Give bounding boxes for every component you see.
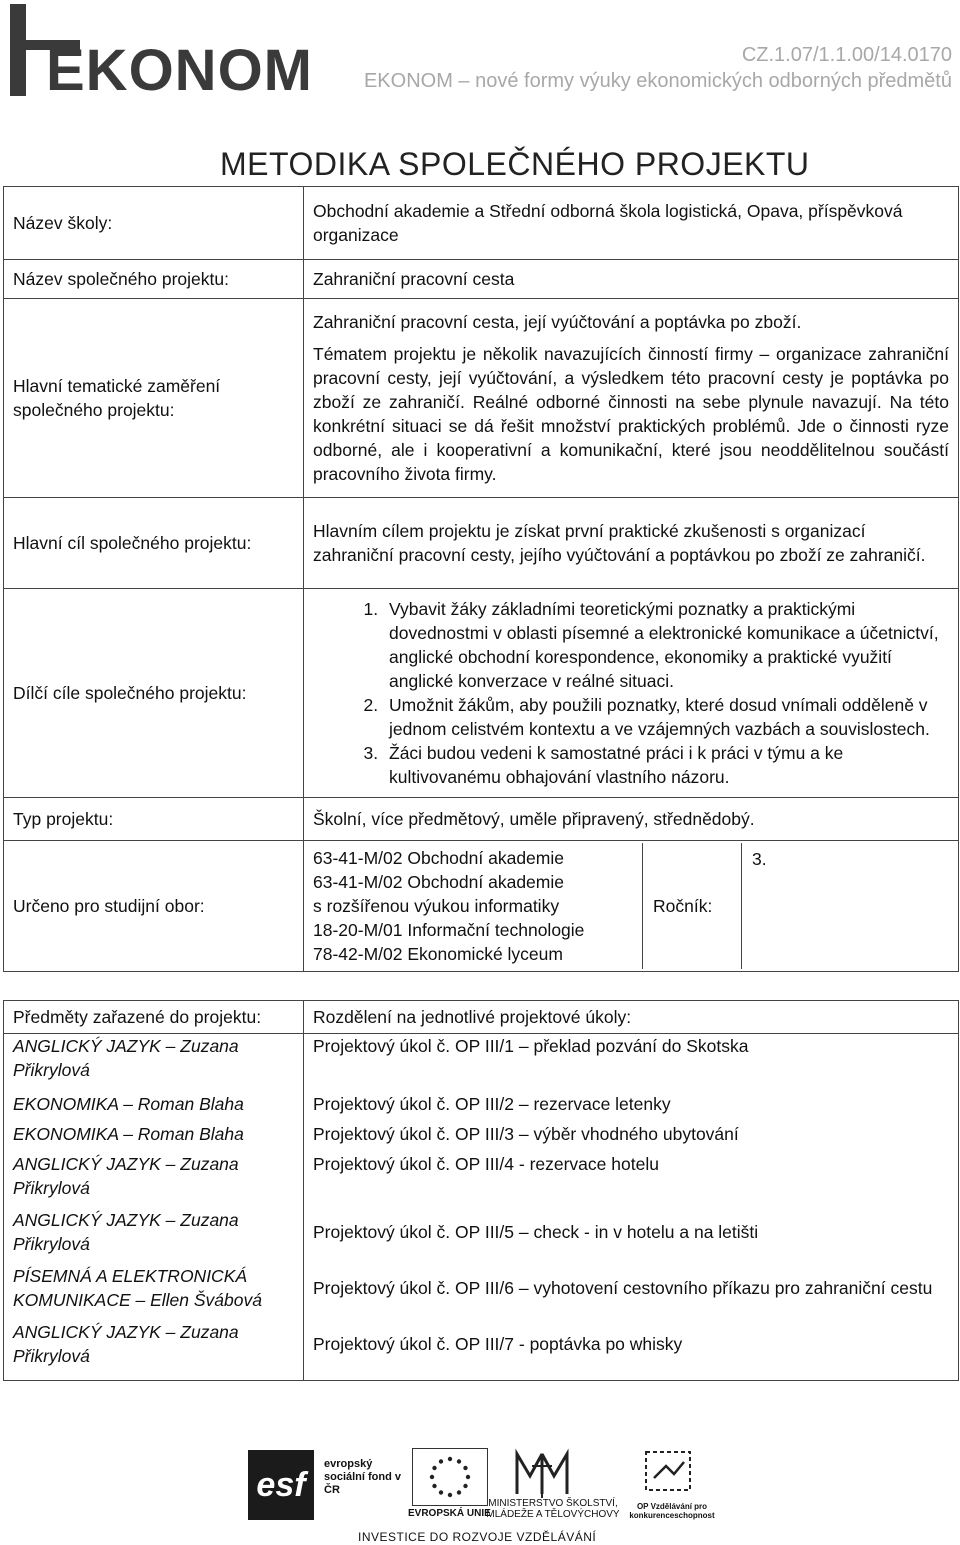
task-item: Projektový úkol č. OP III/1 – překlad pozvání do Skotska <box>313 1036 749 1056</box>
subgoals-cell <box>304 589 959 798</box>
row-project-name <box>4 260 959 299</box>
focus-label: Hlavní tematické zaměření společného projektu: <box>4 299 304 498</box>
subject-item: ANGLICKÝ JAZYK – Zuzana Přikrylová <box>13 1154 239 1198</box>
row-focus <box>4 299 959 498</box>
subgoals-label: Dílčí cíle společného projektu: <box>4 589 304 798</box>
field-cell <box>304 841 959 972</box>
fields-list <box>313 843 643 969</box>
type-value: Školní, více předmětový, uměle připravený, střednědobý. <box>304 798 959 841</box>
project-name-label: Název společného projektu: <box>4 260 304 299</box>
field-item: 63-41-M/02 Obchodní akademie <box>313 848 564 868</box>
field-item: 78-42-M/02 Ekonomické lyceum <box>313 944 563 964</box>
focus-cell <box>304 299 959 498</box>
row-goal <box>4 498 959 589</box>
task-item: Projektový úkol č. OP III/2 – rezervace letenky <box>313 1094 671 1114</box>
subjects-header: Předměty zařazené do projektu: <box>4 1001 304 1034</box>
row-type <box>4 798 959 841</box>
op-label: OP Vzdělávání pro konkurenceschopnost <box>629 1502 715 1520</box>
school-value: Obchodní akademie a Střední odborná škola logistická, Opava, příspěvková organizace <box>304 187 959 260</box>
type-label: Typ projektu: <box>4 798 304 841</box>
field-item: 18-20-M/01 Informační technologie <box>313 920 585 940</box>
subject-item: EKONOMIKA – Roman Blaha <box>13 1094 244 1114</box>
task-item: Projektový úkol č. OP III/6 – vyhotovení cestovního příkazu pro zahraniční cestu <box>313 1278 933 1298</box>
esf-text: evropský sociální fond v ČR <box>324 1458 402 1496</box>
subgoals-list <box>313 597 949 789</box>
year-value: 3. <box>752 849 767 869</box>
op-logo-icon <box>640 1448 696 1500</box>
field-item: s rozšířenou výukou informatiky <box>313 896 560 916</box>
tasks-body-row <box>4 1034 959 1381</box>
project-info-table <box>3 186 959 972</box>
page-title: METODIKA SPOLEČNÉHO PROJEKTU <box>220 146 810 182</box>
eu-flag-icon <box>412 1448 488 1506</box>
project-tasks-table <box>3 1000 959 1381</box>
msmt-logo-icon <box>512 1446 572 1500</box>
row-subgoals <box>4 589 959 798</box>
investment-slogan: INVESTICE DO ROZVOJE VZDĚLÁVÁNÍ <box>358 1530 597 1544</box>
esf-logo: esf <box>248 1450 314 1520</box>
field-label: Určeno pro studijní obor: <box>4 841 304 972</box>
logo-bar-vertical <box>10 4 26 96</box>
goal-value: Hlavním cílem projektu je získat první praktické zkušenosti s organizací zahraniční pracovní cesty, jejího vyúčtování a poptávkou po zboží ze zahraničí. <box>304 498 959 589</box>
eu-label: EVROPSKÁ UNIE <box>408 1508 491 1519</box>
subject-item: ANGLICKÝ JAZYK – Zuzana Přikrylová <box>13 1210 239 1254</box>
goal-label: Hlavní cíl společného projektu: <box>4 498 304 589</box>
focus-line1: Zahraniční pracovní cesta, její vyúčtování a poptávka po zboží. <box>313 312 802 332</box>
subjects-list <box>4 1034 304 1381</box>
subgoal-item: 1. Vybavit žáky základními teoretickými poznatky a praktickými dovednostmi v oblasti písemné a elektronické komunikace a účetnictví, anglické obchodní korespondence, ekonomiky a praktické využití anglické konverzace v reálné situaci. <box>383 597 949 693</box>
row-field <box>4 841 959 972</box>
ekonom-logo <box>8 4 313 103</box>
tasks-header: Rozdělení na jednotlivé projektové úkoly: <box>304 1001 959 1034</box>
project-code: CZ.1.07/1.1.00/14.0170 <box>741 44 952 66</box>
subgoal-item: 3. Žáci budou vedeni k samostatné práci i k práci v týmu a ke kultivovanému obhajování vlastního názoru. <box>383 741 949 789</box>
task-item: Projektový úkol č. OP III/4 - rezervace hotelu <box>313 1154 659 1174</box>
subject-item: PÍSEMNÁ A ELEKTRONICKÁ KOMUNIKACE – Ellen Švábová <box>13 1266 262 1310</box>
subject-item: ANGLICKÝ JAZYK – Zuzana Přikrylová <box>13 1322 239 1366</box>
year-label: Ročník: <box>643 843 742 969</box>
school-label: Název školy: <box>4 187 304 260</box>
logo-text: EKONOM <box>46 38 313 103</box>
project-name-value: Zahraniční pracovní cesta <box>304 260 959 299</box>
msmt-label: MINISTERSTVO ŠKOLSTVÍ, MLÁDEŽE A TĚLOVÝCHOVY <box>486 1498 620 1520</box>
tasks-header-row <box>4 1001 959 1034</box>
project-subtitle: EKONOM – nové formy výuky ekonomických odborných předmětů <box>363 70 952 92</box>
tasks-list <box>304 1034 959 1381</box>
subject-item: EKONOMIKA – Roman Blaha <box>13 1124 244 1144</box>
footer-logos <box>240 1442 720 1542</box>
subgoal-item: 2. Umožnit žákům, aby použili poznatky, které dosud vnímali odděleně v jednom celistvém kontextu a ve vzájemných vazbách a souvislostech. <box>383 693 949 741</box>
field-inner-table <box>313 843 958 969</box>
focus-text: Tématem projektu je několik navazujících činností firmy – organizace zahraniční pracovní cesty, její vyúčtování, a výsledkem této pracovní cesty je poptávka po zboží ze zahraničí. Reálné odborné činnosti na sebe plynule navazují. Na této konkrétní situaci se dá řešit množství praktických problémů. Jde o činnosti ryze odborné, ale i kooperativní a komunikační, které jsou neoddělitelnou součástí pracovního života firmy. <box>313 344 949 484</box>
task-item: Projektový úkol č. OP III/3 – výběr vhodného ubytování <box>313 1124 739 1144</box>
row-school <box>4 187 959 260</box>
subject-item: ANGLICKÝ JAZYK – Zuzana Přikrylová <box>13 1036 239 1080</box>
field-item: 63-41-M/02 Obchodní akademie <box>313 872 564 892</box>
task-item: Projektový úkol č. OP III/5 – check - in v hotelu a na letišti <box>313 1222 759 1242</box>
task-item: Projektový úkol č. OP III/7 - poptávka po whisky <box>313 1334 683 1354</box>
